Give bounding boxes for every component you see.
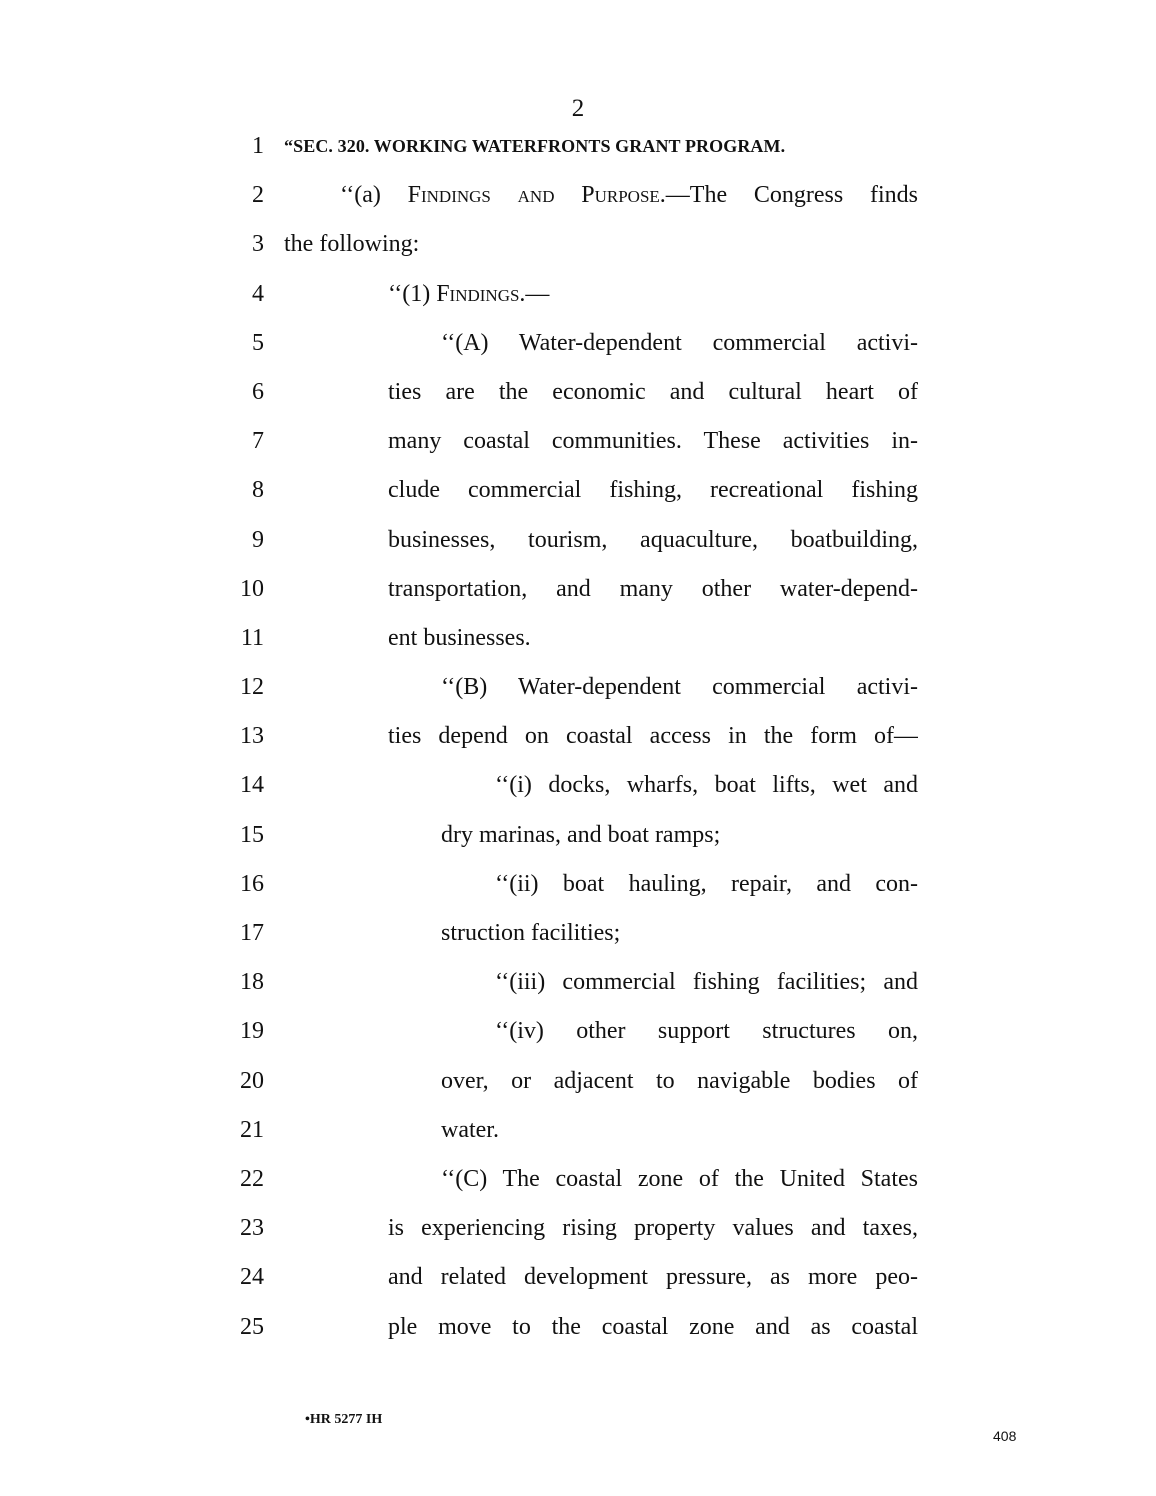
line-number: 25 [240, 1313, 264, 1340]
text-line [0, 565, 1156, 614]
line-text-prefix: ‘‘(a) [340, 182, 408, 209]
text-line [0, 1057, 1156, 1106]
paragraph-heading: Findings [436, 280, 520, 307]
text-line [0, 811, 1156, 860]
text-line [0, 319, 1156, 368]
text-line [0, 761, 1156, 810]
text-line [0, 909, 1156, 958]
page-number: 2 [571, 95, 585, 122]
line-text-suffix: .—The Congress finds [659, 182, 918, 209]
line-number: 2 [252, 182, 264, 209]
line-number: 13 [240, 723, 264, 750]
text-line [0, 1155, 1156, 1204]
line-text: over, or adjacent to navigable bodies of [441, 1067, 918, 1094]
line-text: ple move to the coastal zone and as coastal [388, 1313, 918, 1340]
line-text: water. [441, 1116, 499, 1143]
text-line [0, 171, 1156, 220]
line-text: and related development pressure, as more peo- [388, 1264, 918, 1291]
line-number: 1 [252, 133, 264, 159]
line-text: ‘‘(iv) other support structures on, [495, 1018, 918, 1045]
text-line [0, 122, 1156, 171]
line-number: 21 [240, 1116, 264, 1143]
line-number: 12 [240, 674, 264, 701]
line-text [340, 171, 918, 220]
line-number: 20 [240, 1067, 264, 1094]
line-text: ‘‘(ii) boat hauling, repair, and con- [495, 870, 918, 897]
line-text-suffix: .— [519, 280, 550, 307]
line-number: 16 [240, 870, 264, 897]
text-line [0, 516, 1156, 565]
line-text: ties are the economic and cultural heart of [388, 378, 918, 405]
line-number: 17 [240, 920, 264, 946]
line-number: 5 [252, 329, 264, 356]
line-text: ‘‘(C) The coastal zone of the United States [441, 1165, 918, 1192]
line-number: 9 [252, 526, 264, 553]
line-number: 10 [240, 575, 264, 602]
line-text: the following: [284, 231, 420, 258]
text-line [0, 958, 1156, 1007]
line-number: 24 [240, 1264, 264, 1291]
text-line [0, 368, 1156, 417]
line-text: ‘‘(iii) commercial fishing facilities; and [495, 969, 918, 996]
text-line [0, 417, 1156, 466]
text-line [0, 1303, 1156, 1352]
line-number: 7 [252, 428, 264, 455]
line-text: ‘‘(A) Water-dependent commercial activi- [441, 329, 918, 356]
line-text-prefix: ‘‘(1) [388, 280, 437, 307]
line-number: 19 [240, 1018, 264, 1045]
text-line [0, 220, 1156, 269]
subsection-heading: Findings and Purpose [407, 182, 660, 209]
line-number: 14 [240, 772, 264, 799]
line-text: ties depend on coastal access in the form of— [388, 723, 918, 750]
line-text: transportation, and many other water-depend- [388, 575, 918, 602]
line-text: ‘‘(B) Water-dependent commercial activi- [441, 674, 918, 701]
line-text [388, 270, 549, 319]
text-line [0, 712, 1156, 761]
line-number: 11 [240, 624, 264, 651]
text-line [0, 614, 1156, 663]
line-text: is experiencing rising property values and taxes, [388, 1215, 918, 1242]
section-heading: “SEC. 320. WORKING WATERFRONTS GRANT PROGRAM. [284, 136, 786, 156]
sheet-number: 408 [993, 1428, 1017, 1444]
line-text: many coastal communities. These activities in- [388, 428, 918, 455]
line-text: dry marinas, and boat ramps; [441, 821, 721, 848]
line-text: ‘‘(i) docks, wharfs, boat lifts, wet and [495, 772, 918, 799]
text-line [0, 1106, 1156, 1155]
text-line [0, 270, 1156, 319]
line-text: struction facilities; [441, 920, 621, 946]
line-number: 4 [252, 280, 264, 307]
line-number: 6 [252, 378, 264, 405]
text-line [0, 860, 1156, 909]
text-line [0, 1204, 1156, 1253]
bill-text [0, 122, 1156, 1352]
line-number: 15 [240, 821, 264, 848]
line-number: 8 [252, 477, 264, 504]
text-line [0, 1007, 1156, 1056]
line-text: ent businesses. [388, 624, 531, 651]
text-line [0, 663, 1156, 712]
line-text: clude commercial fishing, recreational fishing [388, 477, 918, 504]
line-text: businesses, tourism, aquaculture, boatbuilding, [388, 526, 918, 553]
line-number: 23 [240, 1215, 264, 1242]
text-line [0, 466, 1156, 515]
line-number: 18 [240, 969, 264, 996]
line-number: 3 [252, 231, 264, 258]
line-number: 22 [240, 1165, 264, 1192]
bill-identifier: •HR 5277 IH [305, 1412, 383, 1427]
text-line [0, 1253, 1156, 1302]
